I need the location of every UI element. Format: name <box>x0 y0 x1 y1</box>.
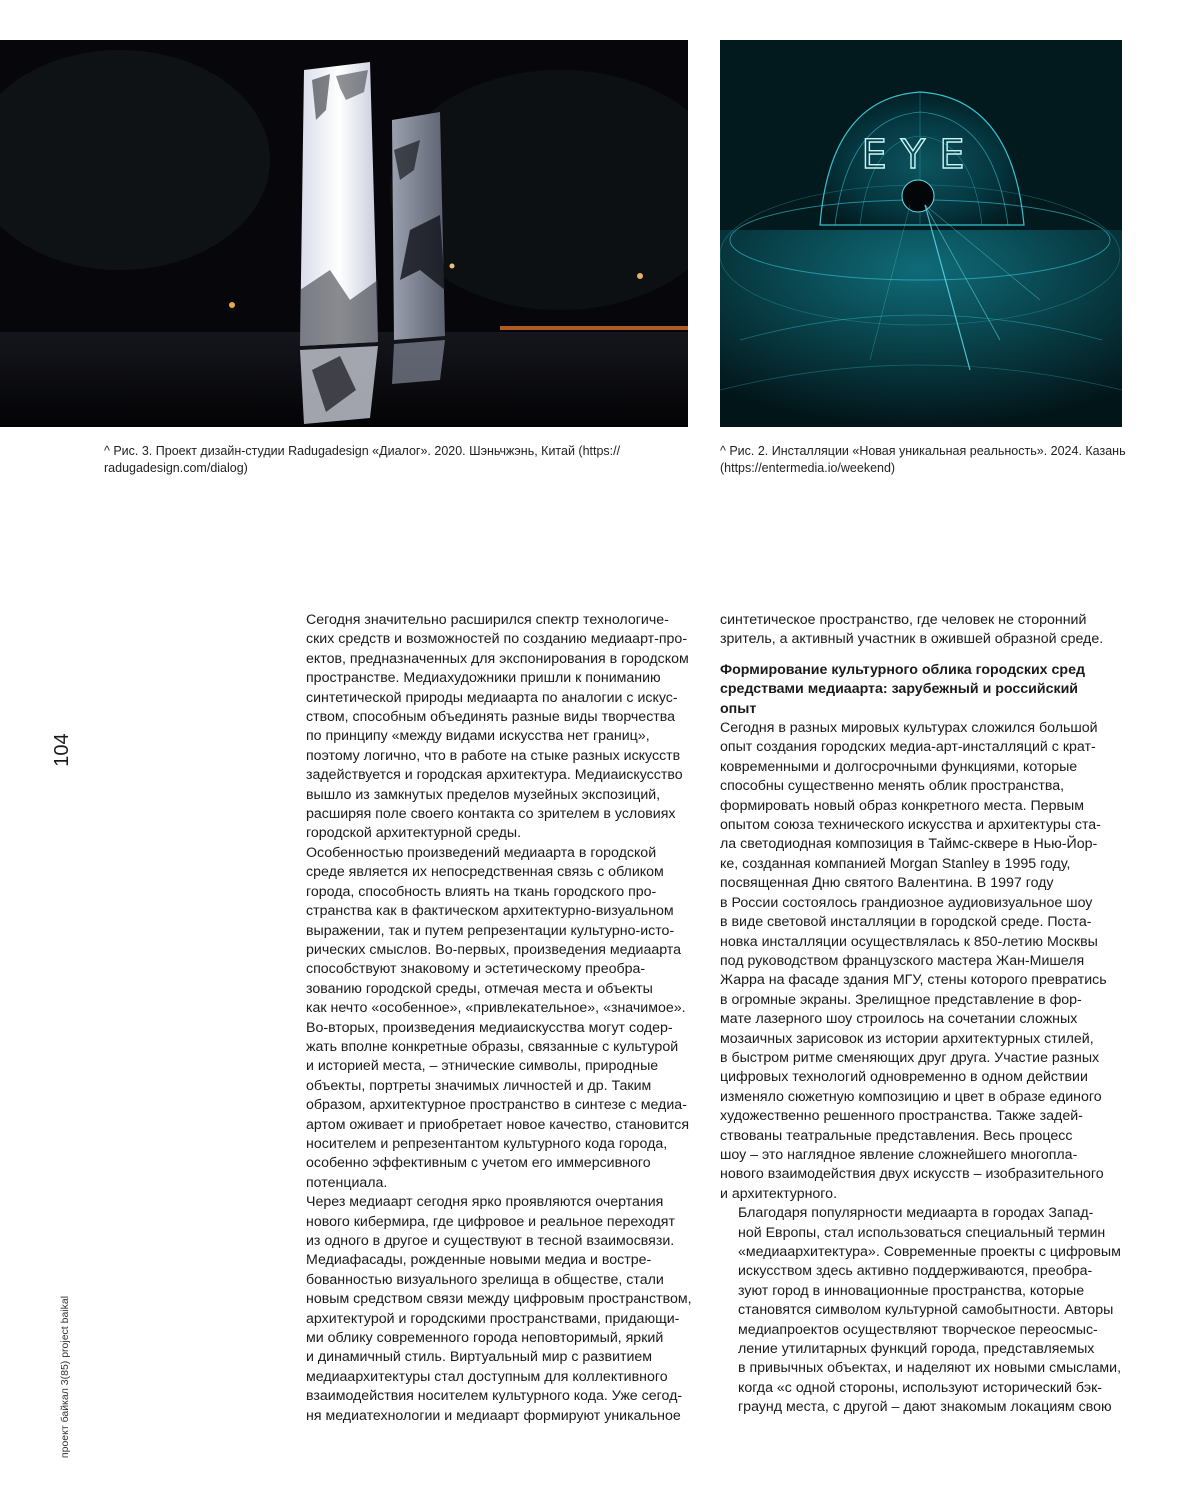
text-line: в России состоялось грандиозное аудиовизуальное шоу <box>720 894 1125 913</box>
article-column-right <box>720 611 1125 1418</box>
text-line: художественно решенного пространства. Также задей- <box>720 1107 1125 1126</box>
text-line: образом, архитектурное пространство в синтезе с медиа- <box>288 1096 690 1115</box>
text-line: бованностью визуального зрелища в обществе, стали <box>288 1271 690 1290</box>
text-line: взаимодействия носителем культурного кода. Уже сегод- <box>288 1387 690 1406</box>
text-line: ла светодиодная композиция в Таймс-сквере в Нью-Йор- <box>720 835 1125 854</box>
paragraph <box>288 1193 690 1426</box>
text-line: потенциала. <box>288 1174 690 1193</box>
text-line: в привычных объектах, и наделяют их новыми смыслами, <box>720 1359 1125 1378</box>
journal-label: проект байкал 3(85) project baikal <box>58 1292 72 1462</box>
text-line: посвященная Дню святого Валентина. В 1997 году <box>720 874 1125 893</box>
text-line: городской архитектурной среды. <box>288 824 690 843</box>
text-line: медиаархитектуры стал доступным для коллективного <box>288 1368 690 1387</box>
text-line: ских средств и возможностей по созданию медиаарт-про- <box>288 630 690 649</box>
text-line: и динамичный стиль. Виртуальный мир с развитием <box>288 1348 690 1367</box>
text-line: особенно эффективным с учетом его иммерсивного <box>288 1154 690 1173</box>
text-line: по принципу «между видами искусства нет границ», <box>288 727 690 746</box>
text-line: жать вполне конкретные образы, связанные с культурой <box>288 1038 690 1057</box>
text-line: ке, созданная компанией Morgan Stanley в 1995 году, <box>720 855 1125 874</box>
article-column-left <box>288 611 690 1426</box>
text-line: «медиаархитектура». Современные проекты с цифровым <box>720 1243 1125 1262</box>
text-line: ление утилитарных функций города, представляемых <box>720 1340 1125 1359</box>
paragraph <box>720 719 1125 1204</box>
caption-line: ^ Рис. 2. Инсталляции «Новая уникальная реальность». 2024. Казань <box>720 443 1125 460</box>
heading-line: средствами медиаарта: зарубежный и российский <box>720 680 1125 699</box>
text-line: медиапроектов осуществляют творческое переосмыс- <box>720 1321 1125 1340</box>
text-line: искусством здесь активно поддерживаются, преобра- <box>720 1262 1125 1281</box>
text-line: артом оживает и приобретает новое качество, становится <box>288 1116 690 1135</box>
figure-2-photo <box>720 40 1122 427</box>
text-line: Благодаря популярности медиаарта в городах Запад- <box>720 1204 1125 1223</box>
text-line: зованию городской среды, отмечая места и объекты <box>288 980 690 999</box>
text-line: расширяя поле своего контакта со зрителем в условиях <box>288 805 690 824</box>
text-line: шоу – это наглядное явление сложнейшего многопла- <box>720 1146 1125 1165</box>
text-line: новым средством связи между цифровым пространством, <box>288 1290 690 1309</box>
text-line: города, способность влиять на ткань городского про- <box>288 883 690 902</box>
text-line: мате лазерного шоу строилось на сочетании сложных <box>720 1010 1125 1029</box>
text-line: ми облику современного города неповторимый, яркий <box>288 1329 690 1348</box>
paragraph <box>720 1204 1125 1417</box>
caption-line: (https://entermedia.io/weekend) <box>720 460 1125 477</box>
text-line: синтетическое пространство, где человек не сторонний <box>720 611 1125 630</box>
paragraph <box>288 844 690 1193</box>
text-line: становятся символом культурной самобытности. Авторы <box>720 1301 1125 1320</box>
text-line: нового взаимодействия двух искусств – изобразительного <box>720 1165 1125 1184</box>
text-line: носителем и репрезентантом культурного кода города, <box>288 1135 690 1154</box>
caption-line: radugadesign.com/dialog) <box>104 460 664 477</box>
text-line: граунд места, с другой – дают знакомым локациям свою <box>720 1398 1125 1417</box>
text-line: пространстве. Медиахудожники пришли к пониманию <box>288 669 690 688</box>
text-line: ковременными и долгосрочными функциями, которые <box>720 758 1125 777</box>
heading-line: Формирование культурного облика городских сред <box>720 661 1125 680</box>
text-line: синтетической природы медиаарта по аналогии с искус- <box>288 689 690 708</box>
text-line: странства как в фактическом архитектурно-визуальном <box>288 902 690 921</box>
text-line: способны существенно менять облик пространства, <box>720 777 1125 796</box>
text-line: из одного в другое и существуют в тесной взаимосвязи. <box>288 1232 690 1251</box>
figure-3-caption <box>104 443 664 477</box>
section-heading <box>720 661 1125 719</box>
text-line: ной Европы, стал использоваться специальный термин <box>720 1224 1125 1243</box>
text-line: Через медиаарт сегодня ярко проявляются очертания <box>288 1193 690 1212</box>
eye-lettering: EYE <box>862 132 979 178</box>
text-line: и архитектурного. <box>720 1185 1125 1204</box>
figure-2-caption <box>720 443 1125 477</box>
text-line: мозаичных зарисовок из истории архитектурных стилей, <box>720 1030 1125 1049</box>
page-number: 104 <box>42 730 82 770</box>
text-line: зуют город в инновационные пространства, которые <box>720 1282 1125 1301</box>
text-line: задействуется и городская архитектура. Медиаискусство <box>288 766 690 785</box>
text-line: формировать новый образ конкретного места. Первым <box>720 797 1125 816</box>
text-line: в быстром ритме сменяющих друг друга. Участие разных <box>720 1049 1125 1068</box>
text-line: опыт создания городских медиа-арт-инсталляций с крат- <box>720 738 1125 757</box>
text-line: ектов, предназначенных для экспонирования в городском <box>288 650 690 669</box>
text-line: Медиафасады, рожденные новыми медиа и востре- <box>288 1251 690 1270</box>
text-line: Сегодня в разных мировых культурах сложился большой <box>720 719 1125 738</box>
text-line: и историей места, – этнические символы, природные <box>288 1057 690 1076</box>
text-line: когда «с одной стороны, используют исторический бэк- <box>720 1379 1125 1398</box>
text-line: поэтому логично, что в работе на стыке разных искусств <box>288 747 690 766</box>
text-line: Особенностью произведений медиаарта в городской <box>288 844 690 863</box>
text-line: ством, способным объединять разные виды творчества <box>288 708 690 727</box>
text-line: ствованы театральные представления. Весь процесс <box>720 1127 1125 1146</box>
text-line: под руководством французского мастера Жан-Мишеля <box>720 952 1125 971</box>
text-line: Жарра на фасаде здания МГУ, стены которого превратись <box>720 971 1125 990</box>
text-line: среде является их непосредственная связь с обликом <box>288 863 690 882</box>
text-line: объекты, портреты значимых личностей и др. Таким <box>288 1077 690 1096</box>
text-line: в огромные экраны. Зрелищное представление в фор- <box>720 991 1125 1010</box>
paragraph <box>288 611 690 844</box>
text-line: ня медиатехнологии и медиаарт формируют уникальное <box>288 1407 690 1426</box>
text-line: изменяло сюжетную композицию и цвет в образе единого <box>720 1088 1125 1107</box>
text-line: новка инсталляции осуществлялась к 850-летию Москвы <box>720 933 1125 952</box>
paragraph <box>720 611 1125 650</box>
text-line: выражении, так и путем репрезентации культурно-исто- <box>288 922 690 941</box>
photo-led-pillars-icon <box>0 40 688 427</box>
text-line: рических смыслов. Во-первых, произведения медиаарта <box>288 941 690 960</box>
text-line: Сегодня значительно расширился спектр технологиче- <box>288 611 690 630</box>
text-line: способствуют знаковому и эстетическому преобра- <box>288 960 690 979</box>
text-line: как нечто «особенное», «привлекательное», «значимое». <box>288 999 690 1018</box>
text-line: нового кибермира, где цифровое и реальное переходят <box>288 1213 690 1232</box>
heading-line: опыт <box>720 700 1125 719</box>
caption-line: ^ Рис. 3. Проект дизайн-студии Radugadesign «Диалог». 2020. Шэньчжэнь, Китай (https:// <box>104 443 664 460</box>
photo-eye-installation-icon <box>720 40 1122 427</box>
text-line: зритель, а активный участник в ожившей образной среде. <box>720 630 1125 649</box>
figure-3-photo <box>0 40 688 427</box>
text-line: Во-вторых, произведения медиаискусства могут содер- <box>288 1019 690 1038</box>
text-line: опытом союза технического искусства и архитектуры ста- <box>720 816 1125 835</box>
text-line: вышло из замкнутых пределов музейных экспозиций, <box>288 786 690 805</box>
text-line: цифровых технологий одновременно в одном действии <box>720 1068 1125 1087</box>
text-line: в виде световой инсталляции в городской среде. Поста- <box>720 913 1125 932</box>
text-line: архитектурой и городскими пространствами, придающи- <box>288 1310 690 1329</box>
